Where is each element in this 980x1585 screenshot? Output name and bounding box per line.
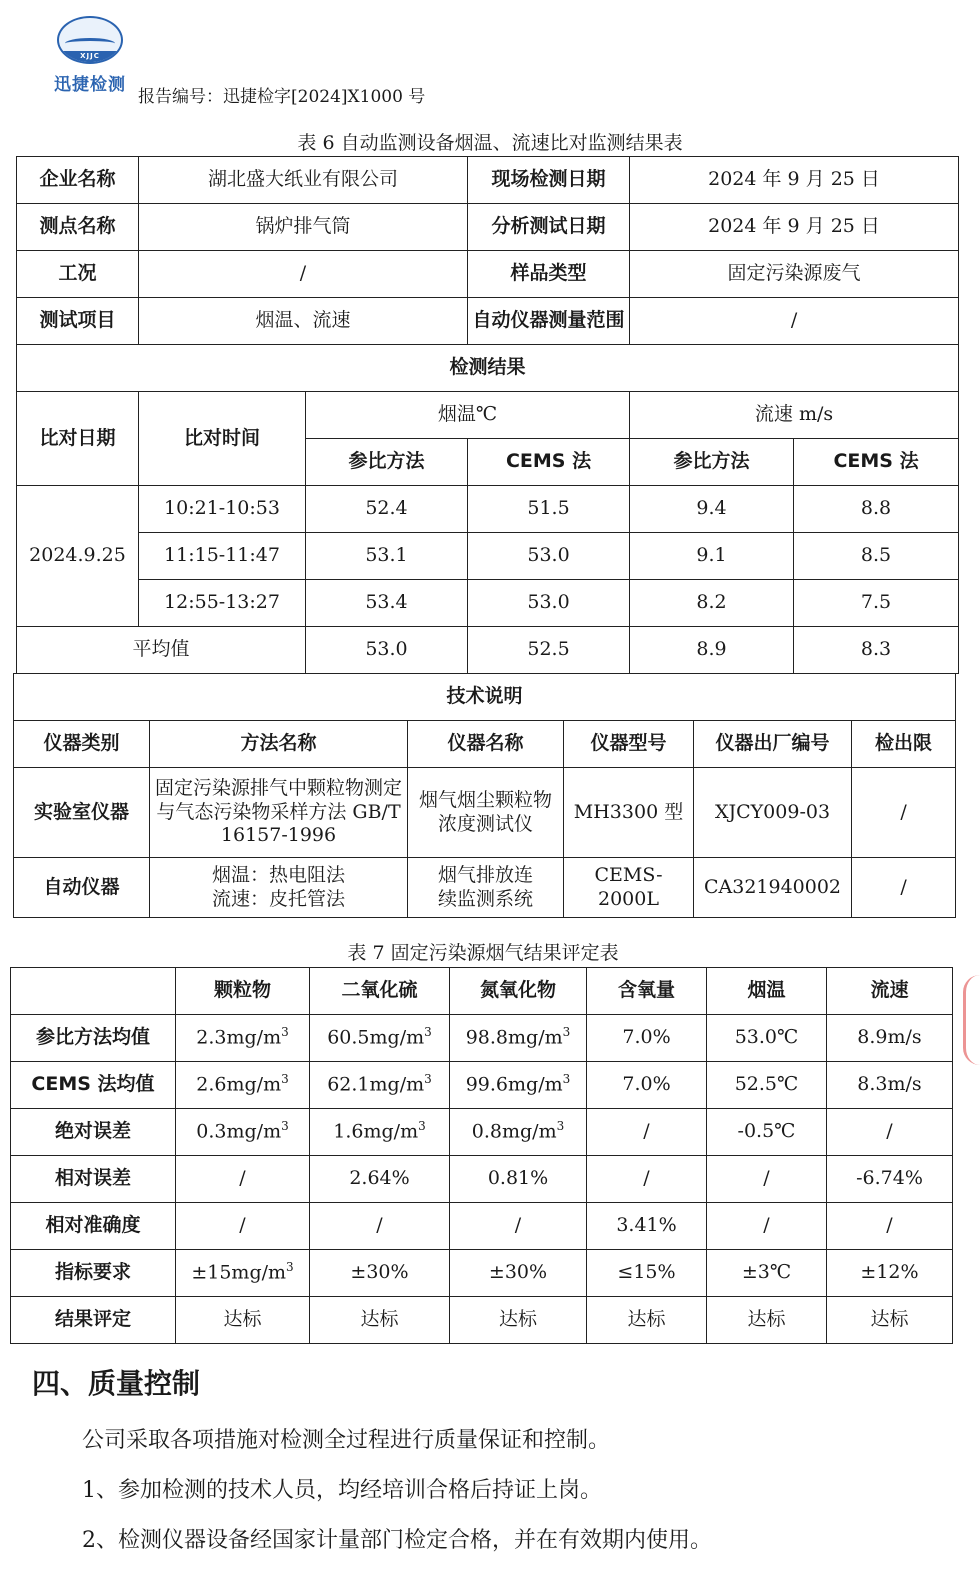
result-value: 8.9m/s [857,1026,922,1049]
info-value: 烟温、流速 [139,298,468,345]
temp-cems-avg: 52.5 [468,627,630,674]
results-title: 检测结果 [17,345,959,392]
instrument-category: 自动仪器 [14,858,150,918]
table7-row [11,1062,953,1109]
table7-caption: 表 7 固定污染源烟气结果评定表 [347,942,619,964]
result-value: 60.5mg/m [327,1026,425,1049]
result-cell [310,1109,450,1156]
result-cell [587,1062,707,1109]
instrument-name: 烟气烟尘颗粒物浓度测试仪 [408,768,564,858]
result-value: 53.0℃ [734,1026,799,1049]
result-cell [310,1203,450,1250]
logo-name: 迅捷检测 [54,75,126,95]
result-cell [450,1156,587,1203]
result-cell [707,1250,827,1297]
result-value: / [376,1214,383,1237]
logo-band-text: XJJC [59,51,121,62]
result-value: 99.6mg/m [465,1073,563,1096]
result-cell [176,1109,310,1156]
info-value: / [139,251,468,298]
result-cell [827,1250,953,1297]
instrument-serial: XJCY009-03 [694,768,852,858]
speed-cems-avg: 8.3 [794,627,959,674]
info-label: 企业名称 [17,157,139,204]
result-value: 1.6mg/m [333,1120,419,1143]
table7-row [11,1156,953,1203]
section-title: 四、质量控制 [32,1367,201,1400]
info-label: 测点名称 [17,204,139,251]
result-cell [707,1015,827,1062]
result-cell [587,1203,707,1250]
result-cell [587,1015,707,1062]
info-row [17,298,959,345]
result-cell [176,1203,310,1250]
result-cell [450,1015,587,1062]
seal-stamp-edge [963,975,980,1065]
result-cell [450,1109,587,1156]
table7 [10,967,953,1344]
result-value: 达标 [870,1308,909,1331]
temp-ref-value: 52.4 [306,486,468,533]
info-value: 固定污染源废气 [630,251,959,298]
results-row [17,580,959,627]
instrument-model: MH3300 型 [564,768,694,858]
result-value: / [886,1214,893,1237]
result-value: 62.1mg/m [327,1073,425,1096]
wave-mark [65,38,115,49]
info-value: 2024 年 9 月 25 日 [630,157,959,204]
temp-cems-value: 51.5 [468,486,630,533]
detection-limit: / [852,858,956,918]
result-value: -0.5℃ [737,1120,796,1143]
result-cell [450,1203,587,1250]
table6-caption: 表 6 自动监测设备烟温、流速比对监测结果表 [297,132,683,154]
tech-row [14,858,956,918]
result-value: / [239,1167,246,1190]
unit-superscript: 3 [418,1119,426,1134]
result-cell [587,1297,707,1344]
speed-ref-value: 9.1 [630,533,794,580]
row-label: 指标要求 [11,1250,176,1297]
tech-header: 仪器型号 [564,721,694,768]
result-cell [310,1250,450,1297]
result-value: 2.6mg/m [196,1073,282,1096]
instrument-serial: CA321940002 [694,858,852,918]
result-value: 7.0% [622,1026,671,1049]
sub-ref-header: 参比方法 [630,439,794,486]
report-number: 报告编号：迅捷检字[2024]X1000 号 [138,87,426,107]
result-value: / [886,1120,893,1143]
temp-cems-value: 53.0 [468,580,630,627]
result-cell [176,1297,310,1344]
sub-ref-header: 参比方法 [306,439,468,486]
result-value: 8.3m/s [857,1073,922,1096]
result-value: 达标 [747,1308,786,1331]
result-cell [587,1109,707,1156]
result-value: / [763,1167,770,1190]
result-value: 3.41% [616,1214,677,1237]
result-cell [176,1015,310,1062]
pollutant-header: 流速 [827,968,953,1015]
result-cell [587,1156,707,1203]
result-value: / [763,1214,770,1237]
pollutant-header: 含氧量 [587,968,707,1015]
info-row [17,204,959,251]
result-cell [827,1015,953,1062]
result-value: ±30% [488,1261,548,1284]
result-cell [707,1203,827,1250]
result-value: 达标 [223,1308,262,1331]
info-value: 锅炉排气筒 [139,204,468,251]
unit-superscript: 3 [562,1072,571,1087]
company-logo-icon [57,16,123,64]
unit-superscript: 3 [286,1260,294,1275]
method-line: 流速：皮托管法 [211,887,345,910]
tech-header: 方法名称 [150,721,408,768]
result-cell [827,1297,953,1344]
info-value: 2024 年 9 月 25 日 [630,204,959,251]
result-value: ±15mg/m [191,1261,287,1284]
tech-title-row [14,674,956,721]
result-cell [707,1297,827,1344]
result-value: -6.74% [856,1167,923,1190]
table7-row [11,1250,953,1297]
info-value: 湖北盛大纸业有限公司 [139,157,468,204]
tech-title: 技术说明 [14,674,956,721]
unit-superscript: 3 [556,1119,565,1134]
tech-table [13,673,956,918]
method-name: 固定污染源排气中颗粒物测定与气态污染物采样方法 GB/T 16157-1996 [150,768,408,858]
result-value: ≤15% [617,1261,676,1284]
temp-cems-value: 53.0 [468,533,630,580]
result-cell [827,1062,953,1109]
result-value: 达标 [627,1308,666,1331]
result-value: ±30% [350,1261,409,1284]
paragraph: 2、检测仪器设备经国家计量部门检定合格，并在有效期内使用。 [82,1528,712,1553]
speed-cems-value: 8.8 [794,486,959,533]
result-cell [450,1297,587,1344]
result-value: 2.3mg/m [196,1026,282,1049]
result-value: 98.8mg/m [465,1026,563,1049]
pollutant-header: 颗粒物 [176,968,310,1015]
average-row [17,627,959,674]
result-value: 0.81% [487,1167,549,1190]
info-label: 分析测试日期 [468,204,630,251]
results-row [17,533,959,580]
unit-superscript: 3 [562,1025,571,1040]
tech-header-row [14,721,956,768]
table7-row [11,1015,953,1062]
company-logo [44,16,136,102]
info-label: 工况 [17,251,139,298]
result-cell [707,1062,827,1109]
unit-superscript: 3 [424,1072,432,1087]
name-line: 烟气排放连 [437,863,533,886]
result-value: 7.0% [622,1073,671,1096]
result-cell [707,1156,827,1203]
row-label: 结果评定 [11,1297,176,1344]
info-row [17,157,959,204]
speed-ref-value: 8.2 [630,580,794,627]
table7-row [11,1203,953,1250]
result-value: / [514,1214,522,1237]
instrument-model [564,858,694,918]
group-speed-header: 流速 m/s [630,392,959,439]
results-title-row [17,345,959,392]
col-time-header: 比对时间 [139,392,306,486]
tech-header: 仪器名称 [408,721,564,768]
result-value: 0.3mg/m [196,1120,282,1143]
name-line: 续监测系统 [437,887,533,910]
info-label: 样品类型 [468,251,630,298]
table7-row [11,1297,953,1344]
speed-ref-value: 9.4 [630,486,794,533]
model-line: 2000L [598,887,659,910]
corner-cell [11,968,176,1015]
paragraph: 1、参加检测的技术人员，均经培训合格后持证上岗。 [82,1478,602,1503]
row-label: 相对准确度 [11,1203,176,1250]
temp-ref-avg: 53.0 [306,627,468,674]
tech-row [14,768,956,858]
unit-superscript: 3 [281,1072,289,1087]
result-value: 52.5℃ [734,1073,799,1096]
result-cell [310,1062,450,1109]
unit-superscript: 3 [281,1119,289,1134]
result-value: 达标 [498,1308,537,1331]
sub-cems-header: CEMS 法 [794,439,959,486]
result-value: / [643,1167,650,1190]
result-value: 达标 [360,1308,399,1331]
row-label: 绝对误差 [11,1109,176,1156]
group-temp-header: 烟温℃ [306,392,630,439]
info-row [17,251,959,298]
compare-time: 11:15-11:47 [139,533,306,580]
result-cell [310,1297,450,1344]
tech-header: 仪器类别 [14,721,150,768]
sub-cems-header: CEMS 法 [468,439,630,486]
table6 [16,156,959,674]
table7-body [11,1015,953,1344]
result-value: / [643,1120,650,1143]
result-cell [310,1015,450,1062]
info-label: 测试项目 [17,298,139,345]
unit-superscript: 3 [424,1025,432,1040]
model-line: CEMS- [594,863,663,886]
result-cell [827,1109,953,1156]
row-label: 相对误差 [11,1156,176,1203]
temp-ref-value: 53.1 [306,533,468,580]
info-label: 自动仪器测量范围 [468,298,630,345]
result-value: ±3℃ [741,1261,792,1284]
result-cell [587,1250,707,1297]
results-row [17,486,959,533]
method-name [150,858,408,918]
speed-cems-value: 8.5 [794,533,959,580]
col-date-header: 比对日期 [17,392,139,486]
info-value: / [630,298,959,345]
result-value: ±12% [860,1261,919,1284]
instrument-category: 实验室仪器 [14,768,150,858]
tech-header: 检出限 [852,721,956,768]
result-cell [827,1203,953,1250]
result-value: / [239,1214,246,1237]
result-cell [707,1109,827,1156]
result-value: 2.64% [349,1167,410,1190]
compare-date: 2024.9.25 [17,486,139,627]
result-value: 0.8mg/m [471,1120,557,1143]
paragraph: 公司采取各项措施对检测全过程进行质量保证和控制。 [82,1428,611,1453]
row-label: 参比方法均值 [11,1015,176,1062]
results-header-row [17,392,959,439]
result-cell [450,1250,587,1297]
tech-header: 仪器出厂编号 [694,721,852,768]
temp-ref-value: 53.4 [306,580,468,627]
table7-header-row [11,968,953,1015]
unit-superscript: 3 [281,1025,289,1040]
compare-time: 12:55-13:27 [139,580,306,627]
method-line: 烟温：热电阻法 [211,863,345,886]
instrument-name [408,858,564,918]
result-cell [176,1062,310,1109]
compare-time: 10:21-10:53 [139,486,306,533]
info-label: 现场检测日期 [468,157,630,204]
pollutant-header: 烟温 [707,968,827,1015]
result-cell [176,1250,310,1297]
detection-limit: / [852,768,956,858]
result-cell [310,1156,450,1203]
speed-cems-value: 7.5 [794,580,959,627]
result-cell [450,1062,587,1109]
result-cell [176,1156,310,1203]
speed-ref-avg: 8.9 [630,627,794,674]
row-label: CEMS 法均值 [11,1062,176,1109]
table7-row [11,1109,953,1156]
pollutant-header: 氮氧化物 [450,968,587,1015]
pollutant-header: 二氧化硫 [310,968,450,1015]
result-cell [827,1156,953,1203]
average-label: 平均值 [17,627,306,674]
